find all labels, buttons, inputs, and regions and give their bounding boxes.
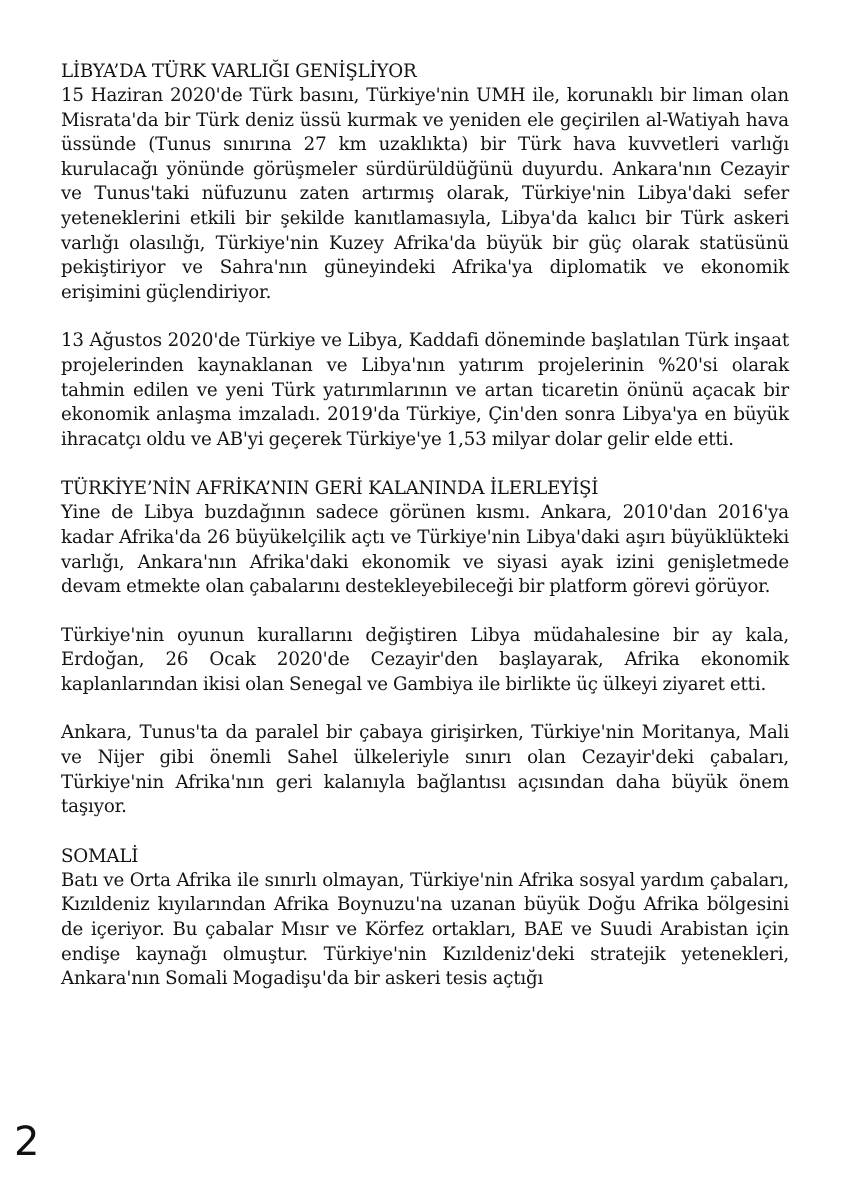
paragraph: Yine de Libya buzdağının sadece görünen kısmı. Ankara, 2010'dan 2016'ya kadar Afrika'da 26 büyükelçilik açtı ve Türkiye'nin Libya'daki aşırı büyüklükteki varlığı, Ankara'nın Afrika'daki ekonomik ve siyasi ayak izini genişletmede devam etmekte olan çabalarını destekleyebileceği bir platform görevi görüyor.: [61, 502, 789, 598]
page-number: 2: [14, 1119, 40, 1165]
paragraph: Batı ve Orta Afrika ile sınırlı olmayan, Türkiye'nin Afrika sosyal yardım çabaları, Kızıldeniz kıyılarından Afrika Boynuzu'na uzanan büyük Doğu Afrika bölgesini de içeriyor. Bu çabalar Mısır ve Körfez ortakları, BAE ve Suudi Arabistan için endişe kaynağı olmuştur. Türkiye'nin Kızıldeniz'deki stratejik yetenekleri, Ankara'nın Somali Mogadişu'da bir askeri tesis açtığı: [61, 869, 789, 990]
paragraph: Ankara, Tunus'ta da paralel bir çabaya girişirken, Türkiye'nin Moritanya, Mali ve Nijer gibi önemli Sahel ülkeleriyle sınırı olan Cezayir'deki çabaları, Türkiye'nin Afrika'nın geri kalanıyla bağlantısı açısından daha büyük önem taşıyor.: [61, 722, 789, 818]
paragraph: 15 Haziran 2020'de Türk basını, Türkiye'nin UMH ile, korunaklı bir liman olan Misrata'da bir Türk deniz üssü kurmak ve yeniden ele geçirilen al-Watiyah hava üssünde (Tunus sınırına 27 km uzaklıkta) bir Türk hava kuvvetleri varlığı kurulacağı yönünde görüşmeler sürdürüldüğünü duyurdu. Ankara'nın Cezayir ve Tunus'taki nüfuzunu zaten artırmış olarak, Türkiye'nin Libya'daki sefer yeteneklerini etkili bir şekilde kanıtlamasıyla, Libya'da kalıcı bir Türk askeri varlığı olasılığı, Türkiye'nin Kuzey Afrika'da büyük bir güç olarak statüsünü pekiştiriyor ve Sahra'nın güneyindeki Afrika'ya diplomatik ve ekonomik erişimini güçlendiriyor.: [61, 85, 789, 303]
document-page: [61, 59, 789, 1016]
section-heading-africa: TÜRKİYE’NİN AFRİKA’NIN GERİ KALANINDA İLERLEYİŞİ: [61, 478, 599, 500]
section-heading-libya: LİBYA’DA TÜRK VARLIĞI GENİŞLİYOR: [61, 61, 417, 82]
paragraph: Türkiye'nin oyunun kurallarını değiştiren Libya müdahalesine bir ay kala, Erdoğan, 26 Ocak 2020'de Cezayir'den başlayarak, Afrika ekonomik kaplanlarından ikisi olan Senegal ve Gambiya ile birlikte üç ülkeyi ziyaret etti.: [61, 624, 789, 695]
section-heading-somalia: SOMALİ: [61, 845, 139, 867]
paragraph: 13 Ağustos 2020'de Türkiye ve Libya, Kaddafi döneminde başlatılan Türk inşaat projelerinden kaynaklanan ve Libya'nın yatırım projelerinin %20'si olarak tahmin edilen ve yeni Türk yatırımlarının ve artan ticaretin önünü açacak bir ekonomik anlaşma imzaladı. 2019'da Türkiye, Çin'den sonra Libya'ya en büyük ihracatçı oldu ve AB'yi geçerek Türkiye'ye 1,53 milyar dolar gelir elde etti.: [61, 330, 789, 450]
